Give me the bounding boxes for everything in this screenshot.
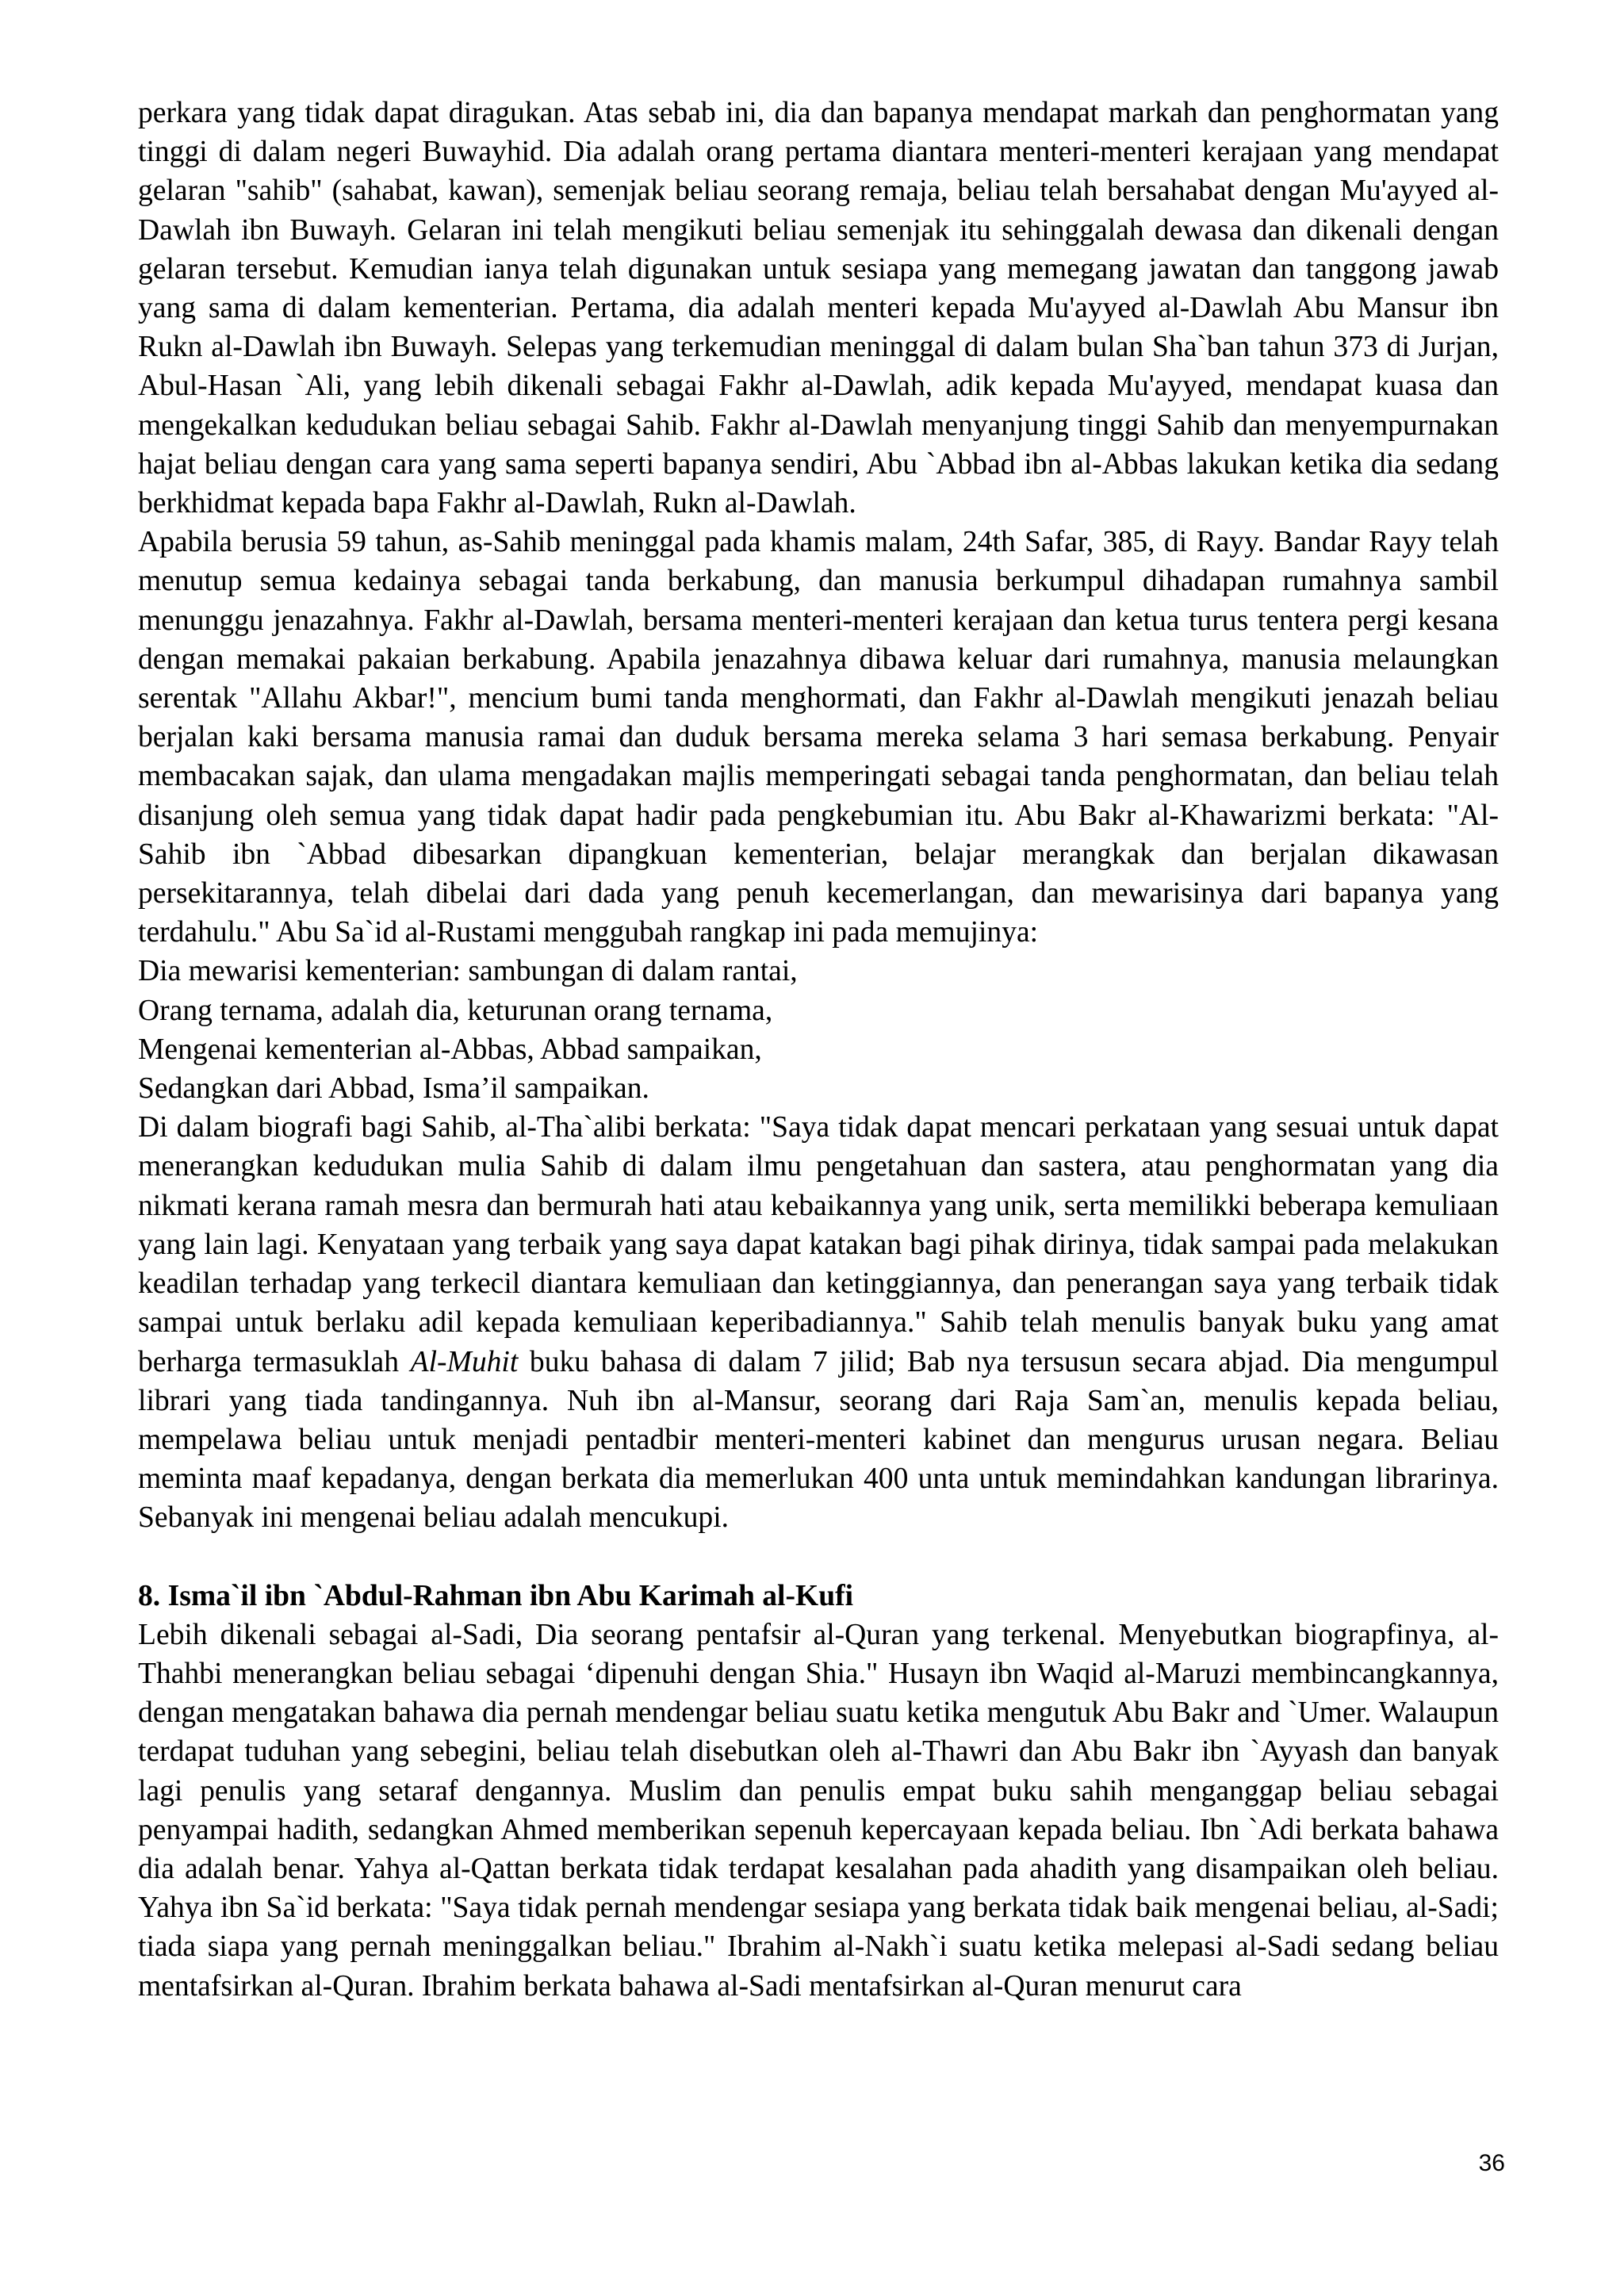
paragraph-sahib-death: Apabila berusia 59 tahun, as-Sahib meninggal pada khamis malam, 24th Safar, 385, di Rayy. Bandar Rayy telah menutup semua kedainya sebagai tanda berkabung, dan manusia berkumpul dihadapan rumahnya sambil menunggu jenazahnya. Fakhr al-Dawlah, bersama menteri-menteri kerajaan dan ketua turus tentera pergi kesana dengan memakai pakaian berkabung. Apabila jenazahnya dibawa keluar dari rumahnya, manusia melaungkan serentak "Allahu Akbar!", mencium bumi tanda menghormati, dan Fakhr al-Dawlah mengikuti jenazah beliau berjalan kaki bersama manusia ramai dan duduk bersama mereka selama 3 hari semasa berkabung. Penyair membacakan sajak, dan ulama mengadakan majlis memperingati sebagai tanda penghormatan, dan beliau telah disanjung oleh semua yang tidak dapat hadir pada pengkebumian itu. Abu Bakr al-Khawarizmi berkata: "Al-Sahib ibn `Abbad dibesarkan dipangkuan kementerian, belajar merangkak dan berjalan dikawasan persekitarannya, telah dibelai dari dada yang penuh kecemerlangan, dan mewarisinya dari bapanya yang terdahulu." Abu Sa`id al-Rustami menggubah rangkap ini pada memujinya: — [138, 526, 1499, 949]
verse-line: Dia mewarisi kementerian: sambungan di dalam rantai, — [138, 955, 798, 988]
section-heading: 8. Isma`il ibn `Abdul-Rahman ibn Abu Karimah al-Kufi — [138, 1579, 854, 1612]
biography-text-end: buku bahasa di dalam 7 jilid; Bab nya tersusun secara abjad. Dia mengumpul librari yang tiada tandingannya. Nuh ibn al-Mansur, seorang dari Raja Sam`an, menulis kepada beliau, mempelawa beliau untuk menjadi pentadbir menteri-menteri kabinet dan mengurus urusan negara. Beliau meminta maaf kepadanya, dengan berkata dia memerlukan 400 unta untuk memindahkan kandungan librarinya. Sebanyak ini mengenai beliau adalah mencukupi. — [138, 1345, 1499, 1535]
page-body — [138, 94, 1499, 2006]
page-number: 36 — [1478, 2150, 1505, 2176]
verse-line: Mengenai kementerian al-Abbas, Abbad sampaikan, — [138, 1033, 762, 1066]
verse-line: Sedangkan dari Abbad, Isma’il sampaikan. — [138, 1072, 649, 1106]
paragraph-al-sadi: Lebih dikenali sebagai al-Sadi, Dia seorang pentafsir al-Quran yang terkenal. Menyebutkan biograpfinya, al-Thahbi menerangkan beliau sebagai ‘dipenuhi dengan Shia." Husayn ibn Waqid al-Maruzi membincangkannya, dengan mengatakan bahawa dia pernah mendengar beliau suatu ketika mengutuk Abu Bakr and `Umer. Walaupun terdapat tuduhan yang sebegini, beliau telah disebutkan oleh al-Thawri dan Abu Bakr ibn `Ayyash dan banyak lagi penulis yang setaraf dengannya. Muslim dan penulis empat buku sahih menganggap beliau sebagai penyampai hadith, sedangkan Ahmed memberikan sepenuh kepercayaan kepada beliau. Ibn `Adi berkata bahawa dia adalah benar. Yahya al-Qattan berkata tidak terdapat kesalahan pada ahadith yang disampaikan oleh beliau. Yahya ibn Sa`id berkata: "Saya tidak pernah mendengar sesiapa yang berkata tidak baik mengenai beliau, al-Sadi; tiada siapa yang pernah meninggalkan beliau." Ibrahim al-Nakh`i suatu ketika melepasi al-Sadi sedang beliau mentafsirkan al-Quran. Ibrahim berkata bahawa al-Sadi mentafsirkan al-Quran menurut cara — [138, 1618, 1499, 2003]
paragraph-sahib-title: perkara yang tidak dapat diragukan. Atas sebab ini, dia dan bapanya mendapat markah dan penghormatan yang tinggi di dalam negeri Buwayhid. Dia adalah orang pertama diantara menteri-menteri kerajaan yang mendapat gelaran "sahib" (sahabat, kawan), semenjak beliau seorang remaja, beliau telah bersahabat dengan Mu'ayyed al-Dawlah ibn Buwayh. Gelaran ini telah mengikuti beliau semenjak itu sehinggalah dewasa dan dikenali dengan gelaran tersebut. Kemudian ianya telah digunakan untuk sesiapa yang memegang jawatan dan tanggong jawab yang sama di dalam kementerian. Pertama, dia adalah menteri kepada Mu'ayyed al-Dawlah Abu Mansur ibn Rukn al-Dawlah ibn Buwayh. Selepas yang terkemudian meninggal di dalam bulan Sha`ban tahun 373 di Jurjan, Abul-Hasan `Ali, yang lebih dikenali sebagai Fakhr al-Dawlah, adik kepada Mu'ayyed, mendapat kuasa dan mengekalkan kedudukan beliau sebagai Sahib. Fakhr al-Dawlah menyanjung tinggi Sahib dan menyempurnakan hajat beliau dengan cara yang sama seperti bapanya sendiri, Abu `Abbad ibn al-Abbas lakukan ketika dia sedang berkhidmat kepada bapa Fakhr al-Dawlah, Rukn al-Dawlah. — [138, 97, 1499, 520]
book-title-italic: Al-Muhit — [410, 1345, 519, 1378]
biography-text-start: Di dalam biografi bagi Sahib, al-Tha`alibi berkata: "Saya tidak dapat mencari perkataan yang sesuai untuk dapat menerangkan kedudukan mulia Sahib di dalam ilmu pengetahuan dan sastera, atau penghormatan yang dia nikmati kerana ramah mesra dan bermurah hati atau kebaikannya yang unik, serta memilikki beberapa kemuliaan yang lain lagi. Kenyataan yang terbaik yang saya dapat katakan bagi pihak dirinya, tidak sampai pada melakukan keadilan terhadap yang terkecil diantara kemuliaan dan ketinggiannya, dan penerangan saya yang terbaik tidak sampai untuk berlaku adil kepada kemuliaan keperibadiannya." Sahib telah menulis banyak buku yang amat berharga termasuklah — [138, 1111, 1499, 1378]
verse-line: Orang ternama, adalah dia, keturunan orang ternama, — [138, 994, 773, 1027]
poem-verses — [138, 952, 1499, 1108]
paragraph-sahib-biography — [138, 1108, 1499, 1537]
